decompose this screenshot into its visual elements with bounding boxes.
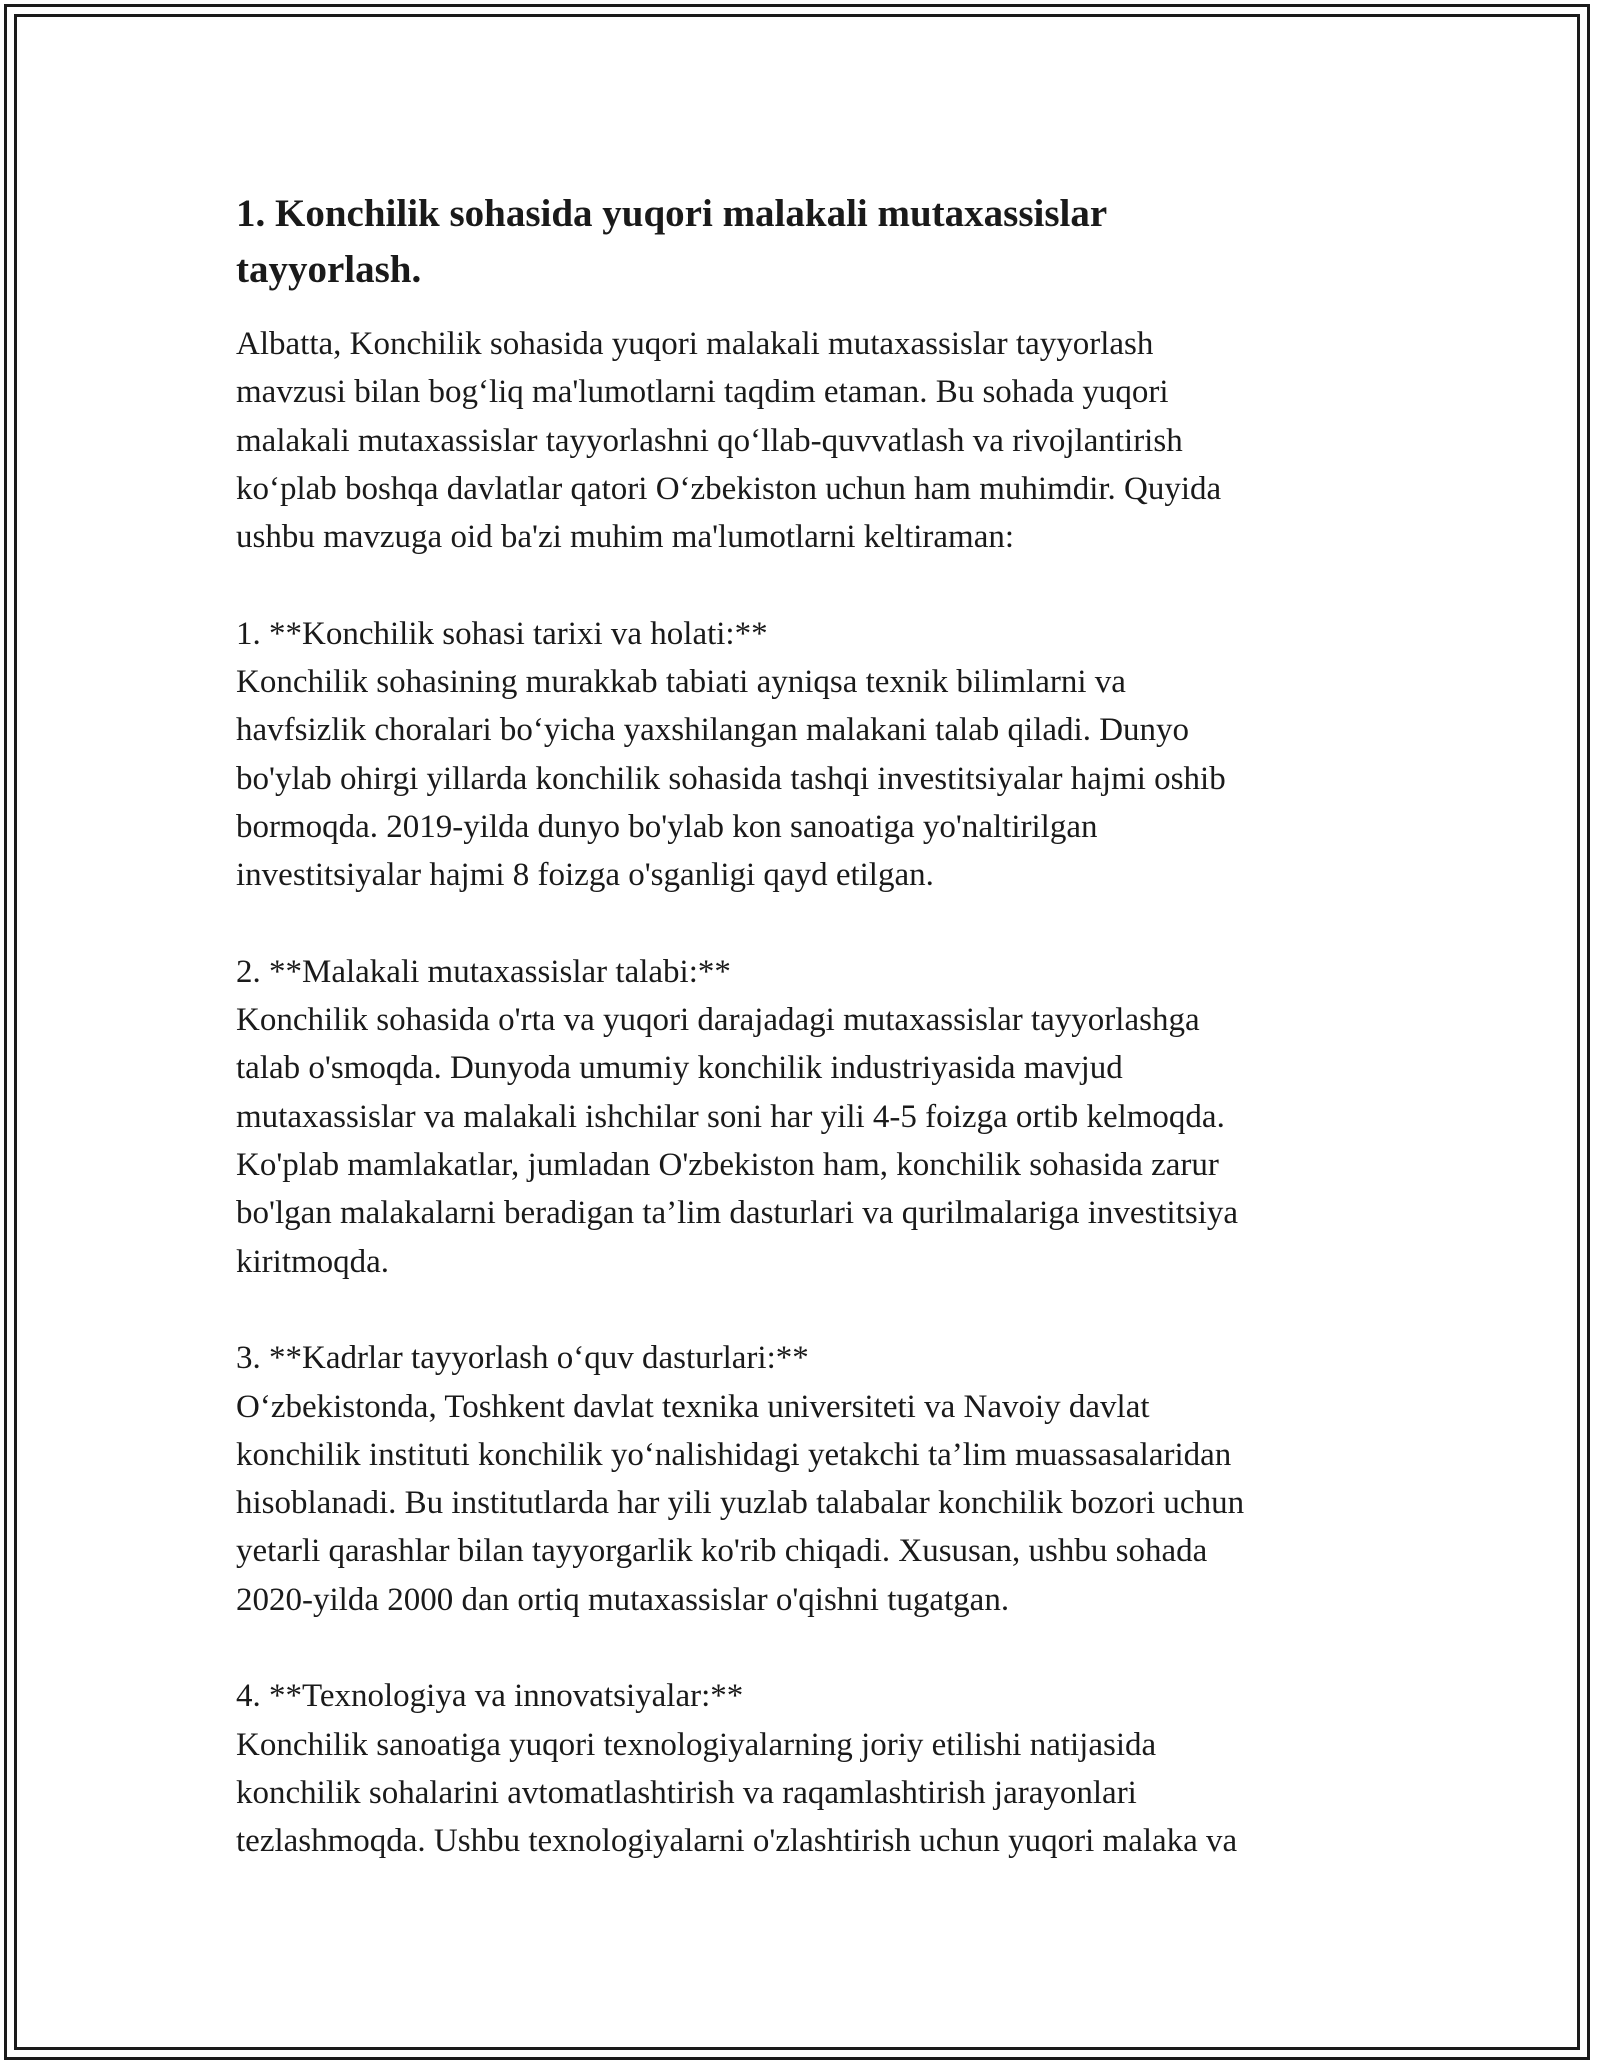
section-1-heading: 1. **Konchilik sohasi tarixi va holati:** xyxy=(236,615,768,652)
blank-line xyxy=(236,561,1366,609)
section-3-heading: 3. **Kadrlar tayyorlash o‘quv dasturlari:** xyxy=(236,1340,809,1377)
blank-line xyxy=(236,900,1366,948)
section-2-heading: 2. **Malakali mutaxassislar talabi:** xyxy=(236,953,731,990)
blank-line xyxy=(236,1286,1366,1334)
blank-line xyxy=(236,1624,1366,1672)
section-2-body: Konchilik sohasida o'rta va yuqori darajadagi mutaxassislar tayyorlashga talab o'smoqda. Dunyoda umumiy konchilik industriyasida mavjud mutaxassislar va malakali ishchilar soni har yili 4-5 foizga ortib kelmoqda. Ko'plab mamlakatlar, jumladan O'zbekiston ham, konchilik sohasida zarur bo'lgan malakalarni beradigan ta’lim dasturlari va qurilmalariga investitsiya kiritmoqda. xyxy=(236,1002,1239,1280)
section-4-body: Konchilik sanoatiga yuqori texnologiyalarning joriy etilishi natijasida konchilik sohalarini avtomatlashtirish va raqamlashtirish jarayonlari tezlashmoqda. Ushbu texnologiyalarni o'zlashtirish uchun yuqori malaka va xyxy=(236,1726,1238,1860)
section-4-heading: 4. **Texnologiya va innovatsiyalar:** xyxy=(236,1678,744,1715)
document-body xyxy=(236,186,1366,1866)
document-title: 1. Konchilik sohasida yuqori malakali mutaxassislar tayyorlash. xyxy=(236,192,1108,291)
section-3-body: O‘zbekistonda, Toshkent davlat texnika universiteti va Navoiy davlat konchilik instituti konchilik yo‘nalishidagi yetakchi ta’lim muassasalaridan hisoblanadi. Bu institutlarda har yili yuzlab talabalar konchilik bozori uchun yetarli qarashlar bilan tayyorgarlik ko'rib chiqadi. Xususan, ushbu sohada 2020-yilda 2000 dan ortiq mutaxassislar o'qishni tugatgan. xyxy=(236,1388,1245,1618)
intro-paragraph: Albatta, Konchilik sohasida yuqori malakali mutaxassislar tayyorlash mavzusi bilan bog‘liq ma'lumotlarni taqdim etaman. Bu sohada yuqori malakali mutaxassislar tayyorlashni qo‘llab-quvvatlash va rivojlantirish ko‘plab boshqa davlatlar qatori O‘zbekiston uchun ham muhimdir. Quyida ushbu mavzuga oid ba'zi muhim ma'lumotlarni keltiraman: xyxy=(236,326,1222,556)
section-1-body: Konchilik sohasining murakkab tabiati ayniqsa texnik bilimlarni va havfsizlik choralari bo‘yicha yaxshilangan malakani talab qiladi. Dunyo bo'ylab ohirgi yillarda konchilik sohasida tashqi investitsiyalar hajmi oshib bormoqda. 2019-yilda dunyo bo'ylab kon sanoatiga yo'naltirilgan investitsiyalar hajmi 8 foizga o'sganligi qayd etilgan. xyxy=(236,664,1226,894)
